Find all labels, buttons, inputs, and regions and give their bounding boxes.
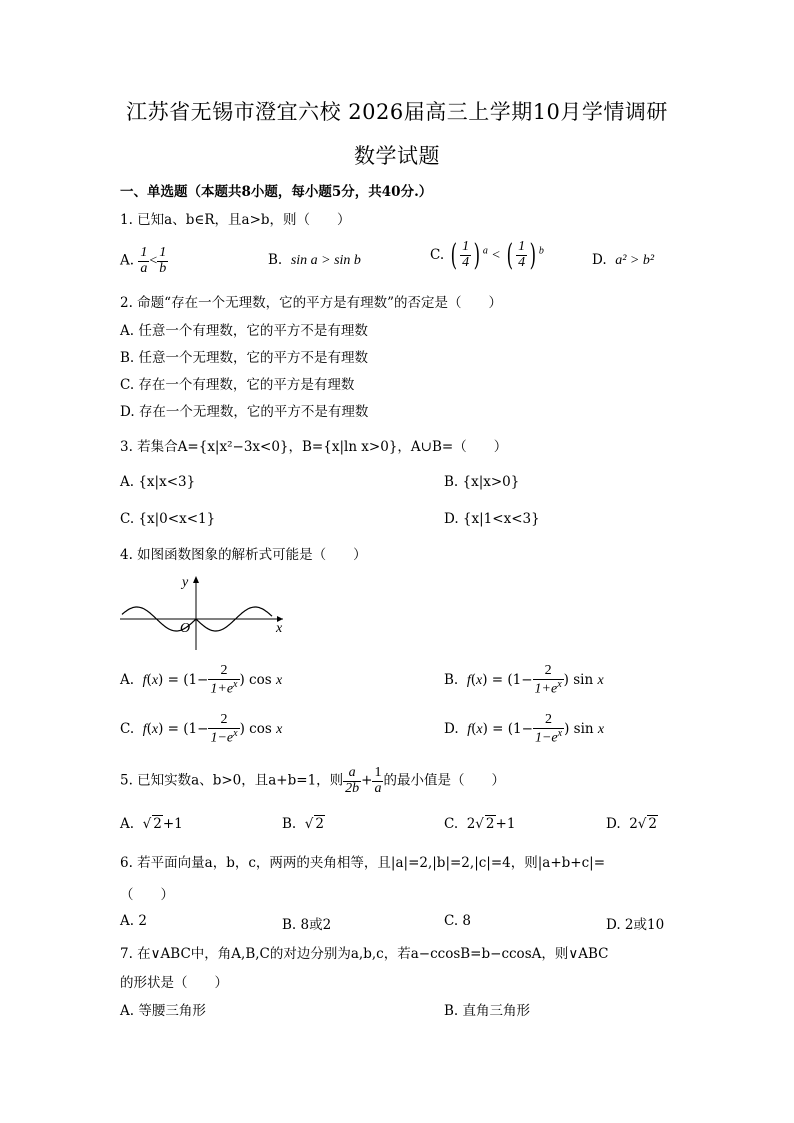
q1-option-c: C. ( $\frac{1}{4}$ ) $^a$ < ( $\frac{1}{4}$ ) $^b$ [430, 238, 544, 273]
q6-option-b: B. 8或2 [282, 917, 332, 933]
q5-c-label: C. [444, 816, 459, 832]
q7-option-b: B. 直角三角形 [444, 1003, 531, 1019]
q4-option-a: A. f(x) = (1− $\frac{2}{1+e^x}$ ) cos x [120, 663, 283, 697]
question-4-stem: 4. 如图函数图象的解析式可能是（ ） [120, 547, 367, 563]
page-title: 江苏省无锡市澄宜六校 2026届高三上学期10月学情调研 [126, 100, 668, 124]
q2-option-b: B. 任意一个无理数，它的平方不是有理数 [120, 350, 369, 366]
q4-graph [118, 572, 288, 652]
q1-a-label: A. [120, 252, 135, 269]
q3-option-d: D. {x|1<x<3} [444, 511, 540, 527]
q6-option-d: D. 2或10 [606, 917, 665, 933]
q4-option-d: D. f(x) = (1− $\frac{2}{1-e^x}$ ) sin x [444, 712, 605, 746]
page-subtitle: 数学试题 [354, 144, 440, 168]
q5-option-c: C. 2√ 2+1 [444, 816, 516, 832]
q5-option-b: B. √ 2 [282, 816, 324, 832]
q1-a-frac1: $\frac{1}{a}$ [140, 245, 148, 276]
q5-b-label: B. [282, 816, 297, 832]
q5-stem-a: 5. 已知实数a、b>0，且a+b=1，则 [120, 772, 344, 789]
q3-option-a: A. {x|x<3} [120, 474, 196, 490]
x-axis-label: x [276, 621, 283, 636]
q1-d-expr: a² > b² [615, 253, 655, 268]
question-3-stem: 3. 若集合A={x|x²−3x<0}，B={x|ln x>0}，A∪B=（ ） [120, 439, 508, 455]
y-axis-label: y [182, 575, 189, 590]
q6-option-a: A. 2 [120, 913, 147, 929]
q4-b-label: B. [444, 672, 459, 689]
q4-option-b: B. f(x) = (1− $\frac{2}{1+e^x}$ ) sin x [444, 663, 604, 697]
question-5-stem: 5. 已知实数a、b>0，且a+b=1，则 $\frac{a}{2b}$ + $\frac{1}{a}$ 的最小值是（ ） [120, 765, 505, 796]
question-2-stem: 2. 命题“存在一个无理数，它的平方是有理数”的否定是（ ） [120, 295, 502, 311]
q1-b-expr: sin a > sin b [290, 253, 361, 268]
q2-option-a: A. 任意一个有理数，它的平方不是有理数 [120, 323, 368, 339]
q5-a-label: A. [120, 816, 135, 832]
q3-option-b: B. {x|x>0} [444, 474, 520, 490]
q4-option-c: C. f(x) = (1− $\frac{2}{1-e^x}$ ) cos x [120, 712, 283, 746]
q5-option-a: A. √ 2+1 [120, 816, 183, 832]
question-6-stem-cont: （ ） [120, 887, 174, 903]
q6-option-c: C. 8 [444, 913, 472, 929]
q1-option-a: A. $\frac{1}{a}$ < $\frac{1}{b}$ [120, 245, 167, 276]
origin-label: O [180, 621, 191, 636]
q4-c-label: C. [120, 721, 135, 738]
q7-option-a: A. 等腰三角形 [120, 1003, 206, 1019]
q2-option-c: C. 存在一个有理数，它的平方是有理数 [120, 377, 355, 393]
q4-d-label: D. [444, 721, 459, 738]
q1-option-b [268, 252, 361, 269]
section-heading: 一、单选题（本题共8小题，每小题5分，共40分.） [120, 184, 433, 200]
q1-a-frac2: $\frac{1}{b}$ [159, 245, 167, 276]
y-axis-arrow [193, 576, 199, 583]
q1-b-label: B. [268, 252, 283, 268]
question-6-stem: 6. 若平面向量a，b，c，两两的夹角相等，且|a|=2,|b|=2,|c|=4，则|a+b+c|= [120, 855, 606, 871]
q1-option-d [592, 252, 654, 269]
q5-stem-b: 的最小值是（ ） [383, 772, 505, 789]
question-1-stem: 1. 已知a、b∈R，且a>b，则（ ） [120, 212, 351, 228]
question-7-stem-cont: 的形状是（ ） [120, 975, 228, 991]
q1-c-label: C. [430, 247, 445, 263]
q3-option-c: C. {x|0<x<1} [120, 511, 216, 527]
q5-option-d: D. 2√ 2 [606, 816, 658, 832]
q4-a-label: A. [120, 672, 135, 689]
q2-option-d: D. 存在一个无理数，它的平方不是有理数 [120, 404, 369, 420]
q1-d-label: D. [592, 252, 607, 268]
question-7-stem: 7. 在∨ABC中，角A,B,C的对边分别为a,b,c，若a−ccosB=b−ccosA，则∨ABC [120, 946, 609, 962]
q5-d-label: D. [606, 816, 621, 832]
